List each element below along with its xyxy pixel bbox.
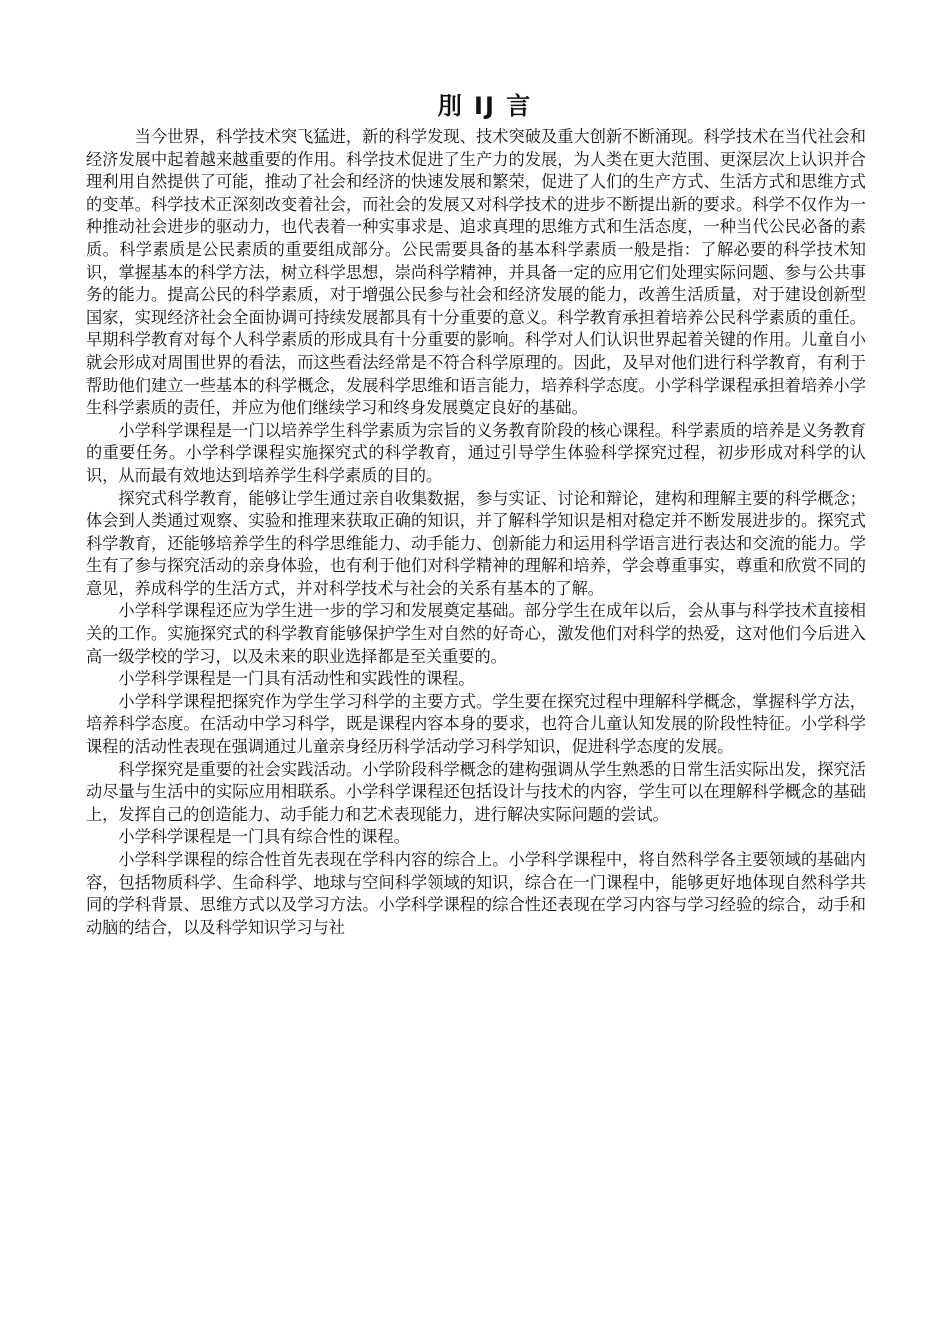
document-title: 刖 IJ 言 (437, 92, 533, 120)
paragraph: 小学科学课程还应为学生进一步的学习和发展奠定基础。部分学生在成年以后，会从事与科学技术直接相关的工作。实施探究式的科学教育能够保护学生对自然的好奇心，激发他们对科学的热爱，这对他们今后进入高一级学校的学习，以及未来的职业选择都是至关重要的。 (86, 601, 866, 666)
paragraph: 小学科学课程是一门以培养学生科学素质为宗旨的义务教育阶段的核心课程。科学素质的培养是义务教育的重要任务。小学科学课程实施探究式的科学教育，通过引导学生体验科学探究过程，初步形成对科学的认识，从而最有效地达到培养学生科学素质的目的。 (86, 420, 866, 485)
paragraph: 小学科学课程把探究作为学生学习科学的主要方式。学生要在探究过程中理解科学概念，掌握科学方法，培养科学态度。在活动中学习科学，既是课程内容本身的要求，也符合儿童认知发展的阶段性特征。小学科学课程的活动性表现在强调通过儿童亲身经历科学活动学习科学知识，促进科学态度的发展。 (86, 691, 866, 757)
paragraph: 小学科学课程的综合性首先表现在学科内容的综合上。小学科学课程中，将自然科学各主要领域的基础内容，包括物质科学、生命科学、地球与空间科学领域的知识，综合在一门课程中，能够更好地体现自然科学共同的学科背景、思维方式以及学习方法。小学科学课程的综合性还表现在学习内容与学习经验的综合，动手和动脑的结合，以及科学知识学习与社 (86, 850, 866, 937)
paragraph: 科学探究是重要的社会实践活动。小学阶段科学概念的建构强调从学生熟悉的日常生活实际出发，探究活动尽量与生活中的实际应用相联系。小学科学课程还包括设计与技术的内容，学生可以在理解科学概念的基础上，发挥自己的创造能力、动手能力和艺术表现能力，进行解决实际问题的尝试。 (86, 759, 866, 824)
document-page (86, 88, 866, 939)
paragraph: 当今世界，科学技术突飞猛进，新的科学发现、技术突破及重大创新不断涌现。科学技术在当代社会和经济发展中起着越来越重要的作用。科学技术促进了生产力的发展，为人类在更大范围、更深层次上认识并合理利用自然提供了可能，推动了社会和经济的快速发展和繁荣，促进了人们的生产方式、生活方式和思维方式的变革。科学技术正深刻改变着社会，而社会的发展又对科学技术的进步不断提出新的要求。科学不仅作为一种推动社会进步的驱动力，也代表着一种实事求是、追求真理的思维方式和生活态度，一种当代公民必备的素质。科学素质是公民素质的重要组成部分。公民需要具备的基本科学素质一般是指：了解必要的科学技术知识，掌握基本的科学方法，树立科学思想，崇尚科学精神，并具备一定的应用它们处理实际问题、参与公共事务的能力。提高公民的科学素质，对于增强公民参与社会和经济发展的能力，改善生活质量，对于建设创新型国家，实现经济社会全面协调可持续发展都具有十分重要的意义。科学教育承担着培养公民科学素质的重任。早期科学教育对每个人科学素质的形成具有十分重要的影响。科学对人们认识世界起着关键的作用。儿童自小就会形成对周围世界的看法，而这些看法经常是不符合科学原理的。因此，及早对他们进行科学教育，有利于帮助他们建立一些基本的科学概念，发展科学思维和语言能力，培养科学态度。小学科学课程承担着培养小学生科学素质的责任，并应为他们继续学习和终身发展奠定良好的基础。 (86, 127, 866, 418)
paragraph: 小学科学课程是一门具有活动性和实践性的课程。 (118, 669, 475, 689)
paragraph: 小学科学课程是一门具有综合性的课程。 (118, 827, 410, 847)
paragraph: 探究式科学教育，能够让学生通过亲自收集数据，参与实证、讨论和辩论，建构和理解主要的科学概念；体会到人类通过观察、实验和推理来获取正确的知识，并了解科学知识是相对稳定并不断发展进步的。探究式科学教育，还能够培养学生的科学思维能力、动手能力、创新能力和运用科学语言进行表达和交流的能力。学生有了参与探究活动的亲身体验，也有利于他们对科学精神的理解和培养，学会尊重事实，尊重和欣赏不同的意见，养成科学的生活方式，并对科学技术与社会的关系有基本的了解。 (86, 488, 866, 598)
